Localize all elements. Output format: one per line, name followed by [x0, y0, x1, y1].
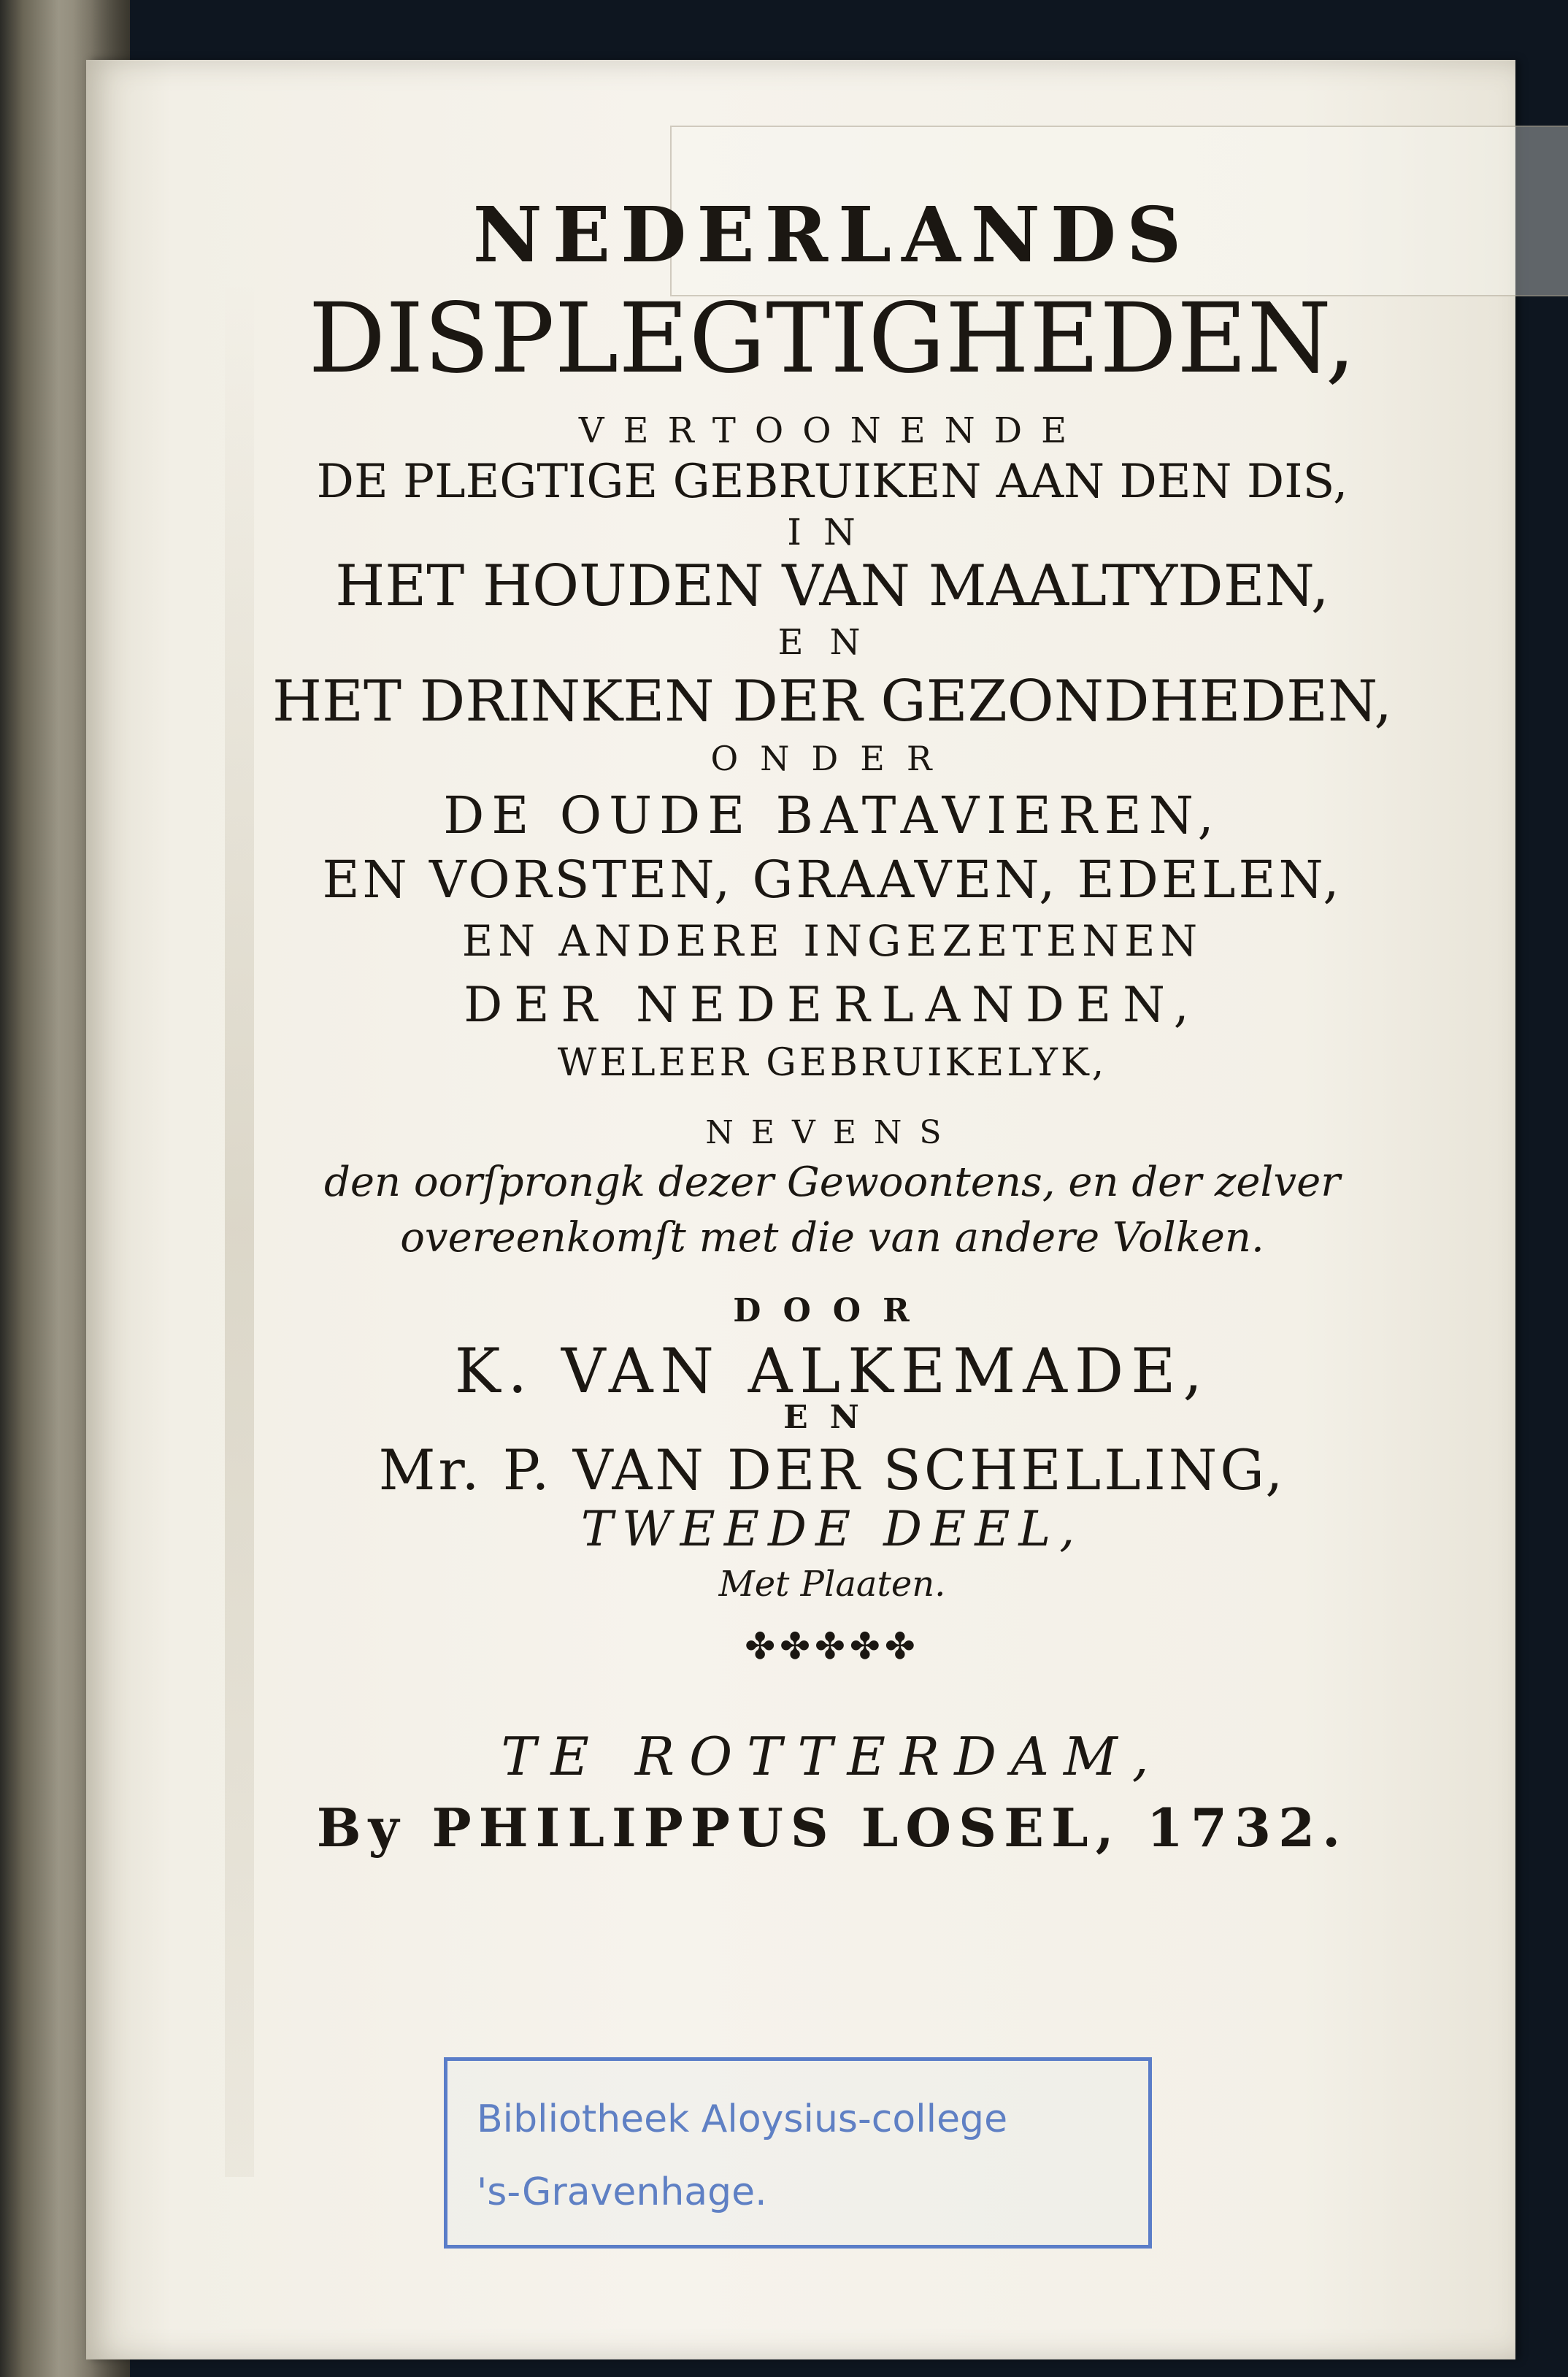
author-alkemade: K. VAN ALKEMADE, — [454, 1335, 1210, 1407]
plates-note: Met Plaaten. — [718, 1564, 946, 1605]
subtitle-vertoonende: VERTOONENDE — [578, 410, 1086, 451]
title-displegtigheden: DISPLEGTIGHEDEN, — [308, 283, 1356, 395]
subtitle-vorsten: EN VORSTEN, GRAAVEN, EDELEN, — [322, 850, 1342, 910]
stamp-library-name: Bibliotheek Aloysius-college — [477, 2097, 1008, 2141]
subtitle-gebruikelyk: WELEER GEBRUIKELYK, — [557, 1041, 1107, 1085]
connector-in: IN — [787, 511, 877, 553]
author-schelling: Mr. P. VAN DER SCHELLING, — [378, 1437, 1286, 1502]
stamp-city: 's-Gravenhage. — [477, 2170, 767, 2214]
connector-onder: ONDER — [710, 739, 954, 778]
connector-door: DOOR — [733, 1292, 931, 1329]
subtitle-volken: overeenkomſt met die van andere Volken. — [400, 1214, 1264, 1262]
volume-label: TWEEDE DEEL, — [580, 1501, 1084, 1557]
connector-en-2: EN — [783, 1399, 881, 1436]
subtitle-gezondheden: HET DRINKEN DER GEZONDHEDEN, — [272, 669, 1393, 734]
subtitle-plegtige: DE PLEGTIGE GEBRUIKEN AAN DEN DIS, — [316, 455, 1348, 509]
subtitle-batavieren: DE OUDE BATAVIEREN, — [443, 786, 1221, 845]
subtitle-nederlanden: DER NEDERLANDEN, — [464, 977, 1201, 1033]
connector-en-1: EN — [777, 622, 887, 663]
imprint-place: TE ROTTERDAM, — [501, 1726, 1164, 1787]
library-stamp — [444, 2057, 1152, 2249]
subtitle-maaltyden: HET HOUDEN VAN MAALTYDEN, — [335, 553, 1329, 619]
ornament-row: ✤✤✤✤✤ — [745, 1625, 920, 1667]
imprint-publisher: By PHILIPPUS LOSEL, 1732. — [316, 1797, 1348, 1859]
connector-nevens: NEVENS — [705, 1114, 959, 1151]
subtitle-ingezetenen: EN ANDERE INGEZETENEN — [461, 916, 1203, 966]
title-nederlands: NEDERLANDS — [472, 190, 1192, 280]
subtitle-oorsprongk: den oorſprongk dezer Gewoontens, en der zelver — [324, 1159, 1340, 1206]
title-text-block — [161, 190, 1504, 1867]
